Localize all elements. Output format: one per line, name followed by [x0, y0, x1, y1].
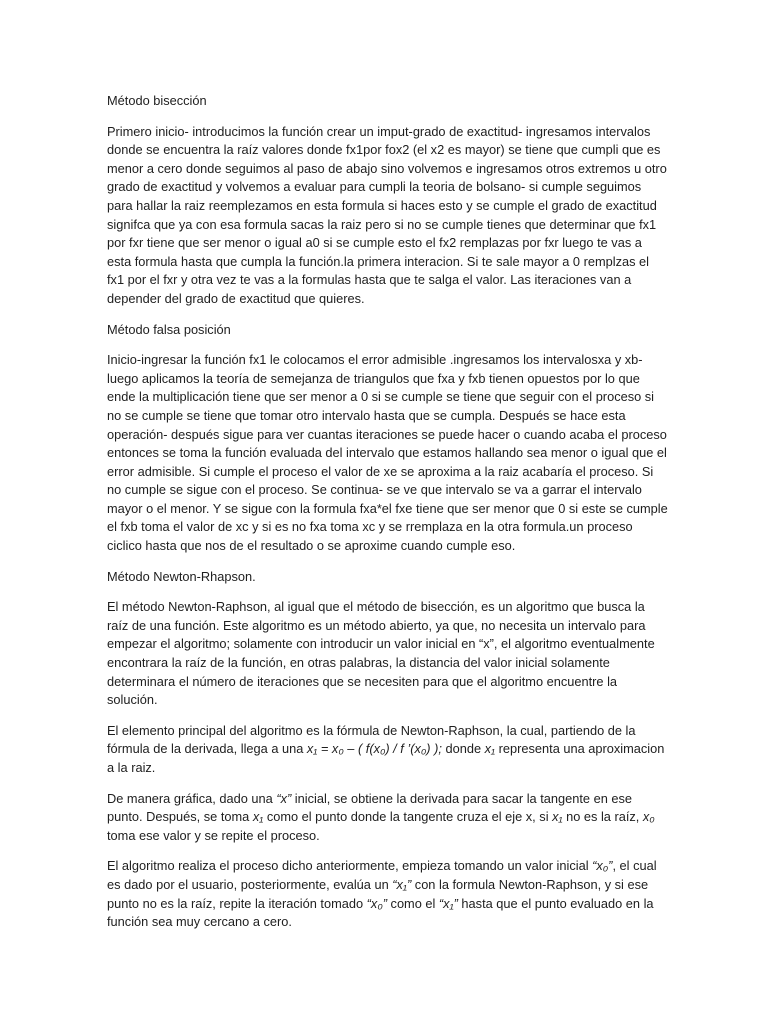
- paragraph-newton-formula: [107, 722, 668, 778]
- graphic-text-a: De manera gráfica, dado una: [107, 790, 277, 806]
- graphic-x1: x₁: [252, 809, 264, 825]
- heading-falsa-posicion: Método falsa posición: [107, 321, 231, 337]
- process-text-c: con la formula Newton-Raphson, y si ese punto no es la raíz, repite la iteración tomado: [107, 876, 649, 911]
- paragraph-falsa-posicion: Inicio-ingresar la función fx1 le colocamos el error admisible .ingresamos los intervalosxa y xb- luego aplicamos la teoría de semejanza de triangulos que fxa y fxb tienen opuestos por lo que ende la multiplicación tiene que ser menor a 0 si se cumple se tiene que seguir con el proceso si no se cumple se tiene que tomar otro intervalo hasta que se cumpla. Después se hace esta operación- después sigue para ver cuantas iteraciones se puede hacer o cuando acaba el proceso entonces se toma la función evaluada del intervalo que estamos hallando sea menor o igual que el error admisible. Si cumple el proceso el valor de xe se aproxima a la raiz acabaría el proceso. Si no cumple se sigue con el proceso. Se continua- se ve que intervalo se va a garrar el intervalo mayor o el menor. Y se sigue con la formula fxa*el fxe tiene que ser menor que 0 si este se cumple el fxb toma el valor de xc y si es no fxa toma xc y se rremplaza en la otra formula.un proceso ciclico hasta que nos de el resultado o se aproxime cuando cumple eso.: [107, 352, 668, 554]
- graphic-x0: x₀: [642, 809, 655, 825]
- graphic-x: “x”: [276, 790, 292, 806]
- heading-newton-raphson: Método Newton-Rhapson.: [107, 568, 256, 584]
- process-x0b: “x₀”: [366, 895, 387, 911]
- process-text-d: como el: [386, 895, 439, 911]
- process-x0: “x₀”: [592, 858, 613, 874]
- formula-text-a: El elemento principal del algoritmo es la fórmula de Newton-Raphson, la cual, partiendo de la fórmula de la derivada, llega a una: [107, 722, 636, 757]
- paragraph-newton-process: [107, 857, 668, 931]
- process-text-e: hasta que el punto evaluado en la función sea muy cercano a cero.: [107, 895, 654, 930]
- formula-text-c: representa una aproximacion a la raiz.: [107, 741, 665, 775]
- process-x1: “x₁”: [392, 876, 412, 892]
- formula-text-b: donde: [441, 741, 485, 757]
- process-text-b: , el cual es dado por el usuario, posteriormente, evalúa un: [107, 858, 657, 892]
- graphic-text-e: toma ese valor y se repite el proceso.: [107, 827, 320, 843]
- process-text-a: El algoritmo realiza el proceso dicho anteriormente, empieza tomando un valor inicial: [107, 858, 593, 874]
- graphic-x1b: x₁: [552, 809, 563, 825]
- heading-biseccion: Método bisección: [107, 93, 207, 108]
- graphic-text-b: inicial, se obtiene la derivada para sacar la tangente en ese punto. Después, se toma: [107, 790, 632, 825]
- graphic-text-d: no es la raíz,: [562, 809, 643, 825]
- newton-formula: x₁ = x₀ – ( f(x₀) / f ’(x₀) );: [306, 741, 442, 757]
- paragraph-newton-graphic: [107, 790, 668, 846]
- process-x1b: “x₁”: [438, 895, 458, 911]
- paragraph-biseccion: Primero inicio- introducimos la función crear un imput-grado de exactitud- ingresamos intervalos donde se encuentra la raíz valores donde fx1por fox2 (el x2 es mayor) se tiene que cumpli que es menor a cero donde seguimos al paso de abajo sino volvemos e ingresamos otros extremos u otro grado de exactitud y volvemos a evaluar para cumpli la teoria de bolsano- si cumple seguimos para hallar la raiz reemplezamos en esta formula si haces esto y se cumple el grado de exactitud signifca que ya con esa formula sacas la raiz pero si no se cumple tienes que determinar que fx1 por fxr tiene que ser menor o igual a0 si se cumple esto el fx2 remplazas por fxr luego te vas a esta formula hasta que cumpla la función.la primera interacion. Si te sale mayor a 0 remplzas el fx1 por el fxr y otra vez te vas a la formulas hasta que te salga el valor. Las iteraciones van a depender del grado de exactitud que quieres.: [107, 123, 667, 306]
- graphic-text-c: como el punto donde la tangente cruza el eje x, si: [263, 809, 553, 825]
- paragraph-newton-intro: El método Newton-Raphson, al igual que el método de bisección, es un algoritmo que busca la raíz de una función. Este algoritmo es un método abierto, ya que, no necesita un intervalo para empezar el algoritmo; solamente con introducir un valor inicial en “x”, el algoritmo eventualmente encontrara la raíz de la función, en otras palabras, la distancia del valor inicial solamente determinara el número de iteraciones que se necesiten para que el algoritmo encuentre la solución.: [107, 599, 655, 708]
- formula-x1: x₁: [484, 741, 496, 757]
